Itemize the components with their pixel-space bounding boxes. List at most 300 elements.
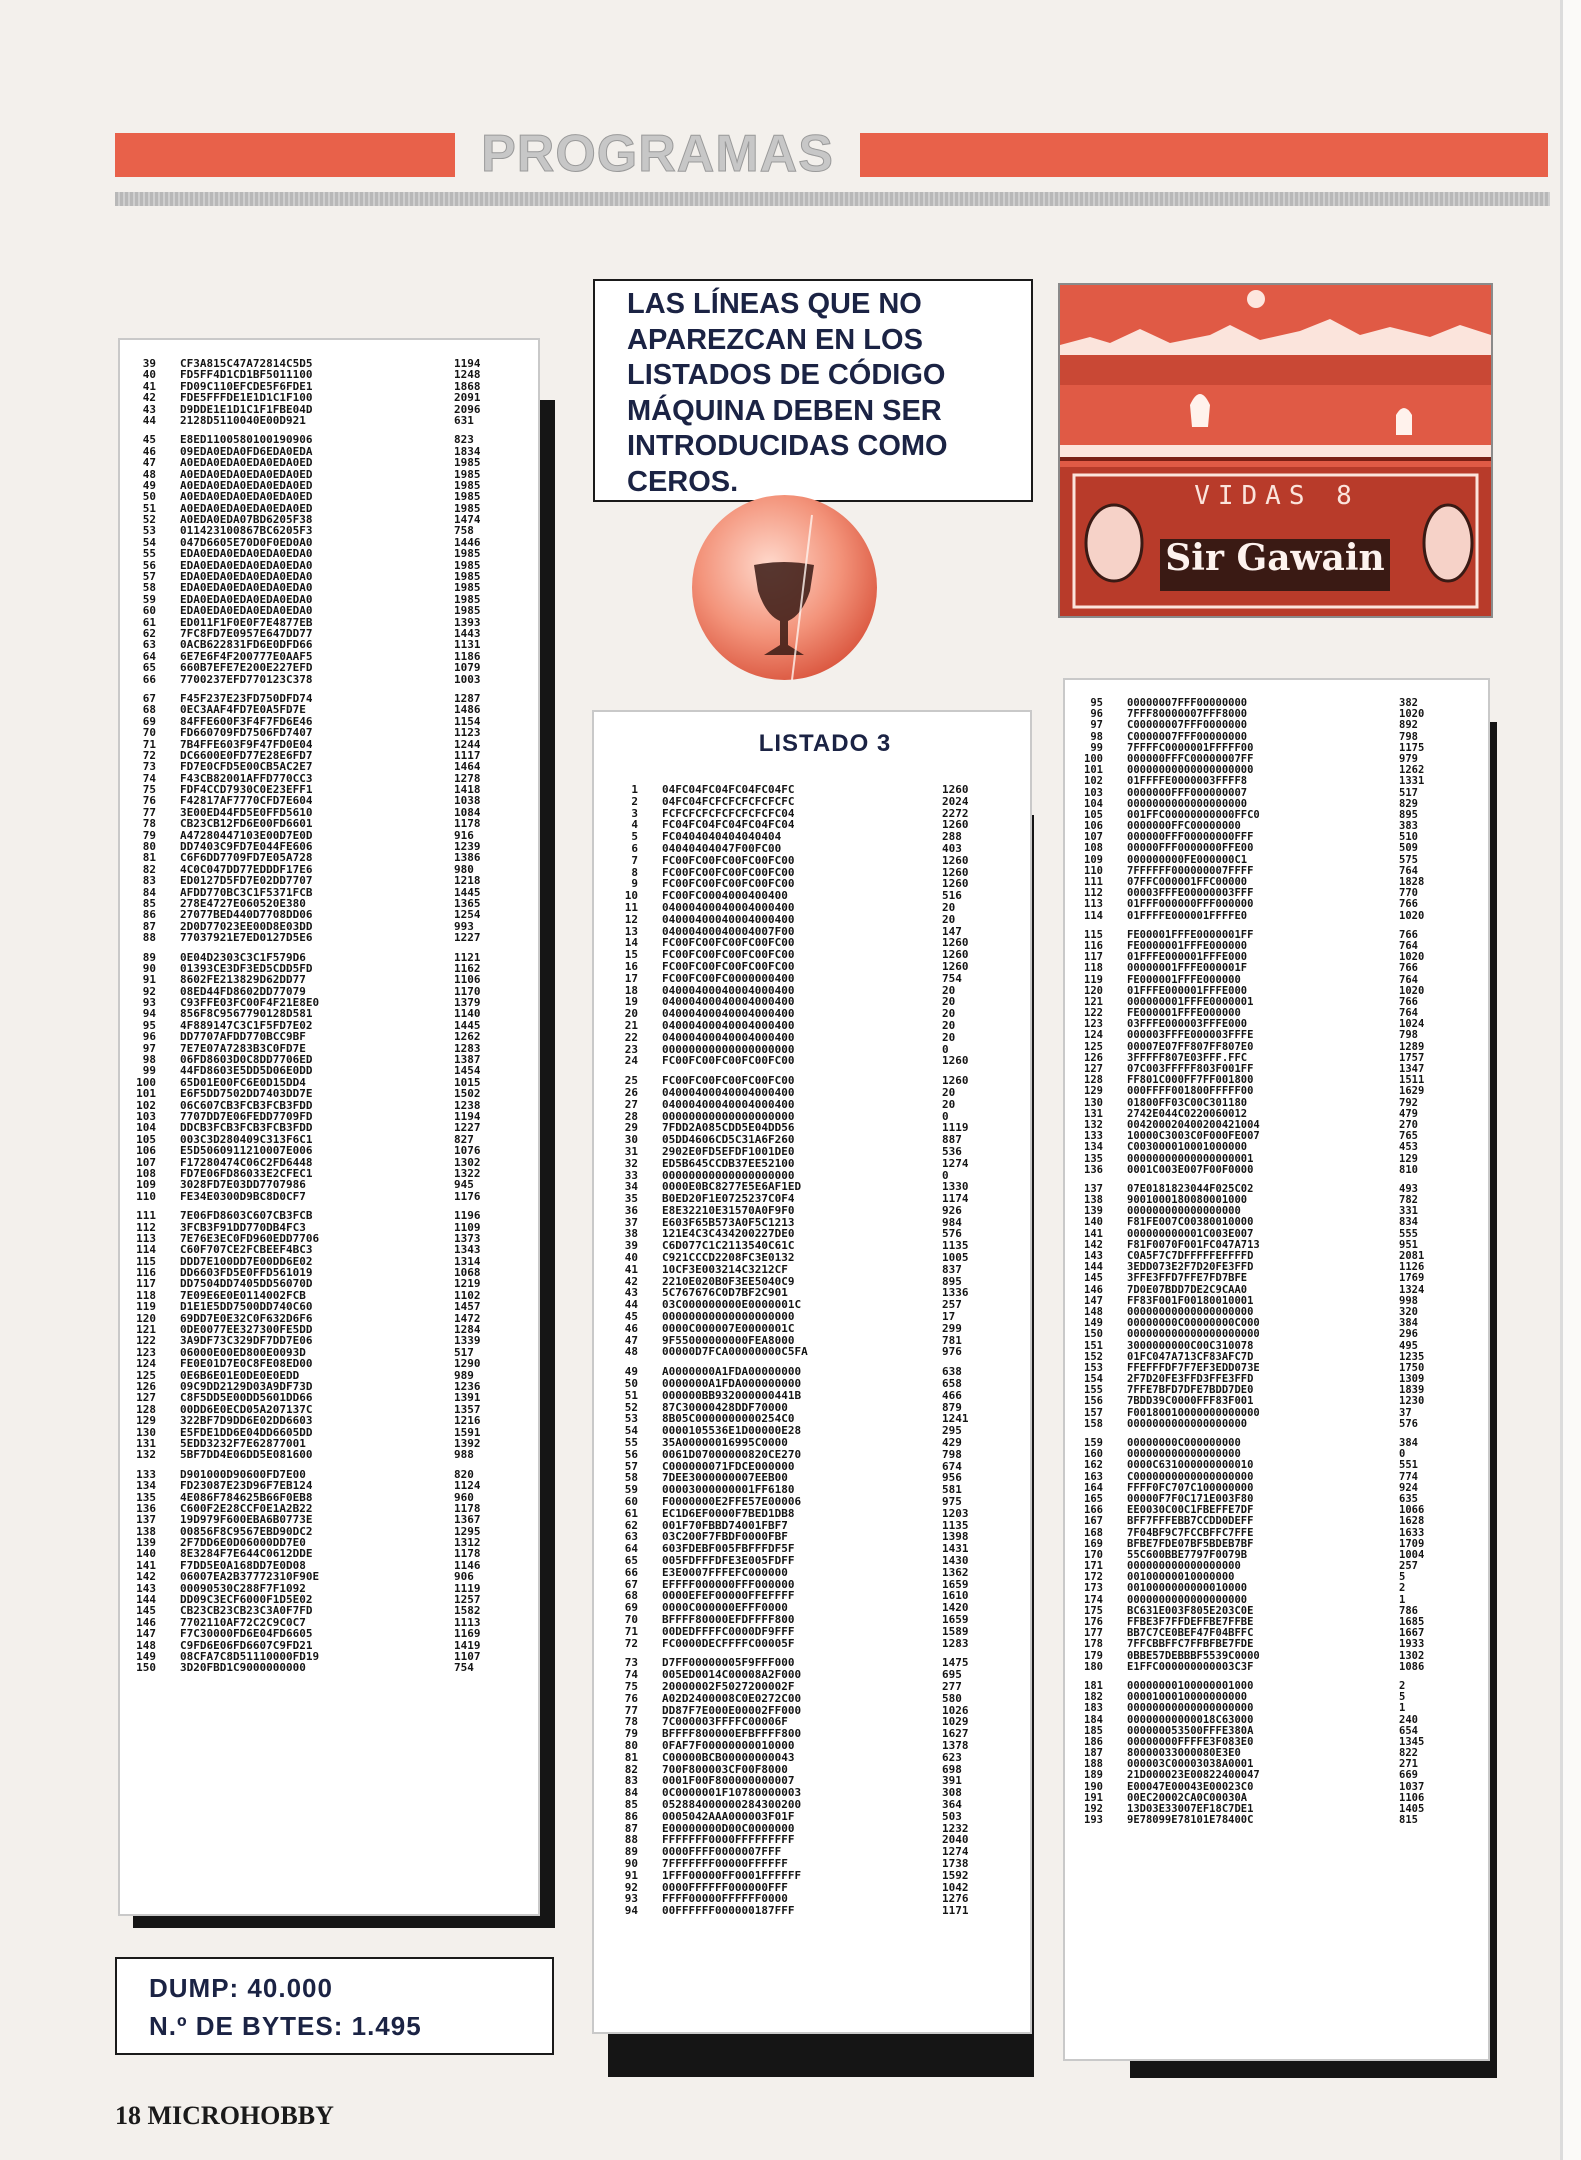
notice-box <box>593 279 1033 502</box>
checksum: 989 <box>454 1369 474 1381</box>
line-number: 147 <box>136 1628 156 1640</box>
hex-data: DD7504DD7405DD56070D <box>180 1278 313 1290</box>
listing-row <box>120 1008 538 1019</box>
checksum: 1020 <box>1399 709 1425 721</box>
listing-row <box>120 1301 538 1312</box>
hex-data: 9001000180080001000 <box>1127 1195 1248 1207</box>
line-number: 87 <box>142 920 156 933</box>
line-number: 110 <box>1084 865 1103 877</box>
line-number: 49 <box>142 479 156 492</box>
listing-row <box>594 1669 1030 1681</box>
listing-row <box>120 1134 538 1145</box>
line-number: 107 <box>136 1156 156 1168</box>
hex-data: 0EC3AAF4FD7E0A5FD7E <box>180 704 306 716</box>
hex-data: 10CF3E003214C3212CF <box>662 1263 788 1276</box>
hex-data: 0010000000000010000 <box>1127 1583 1248 1595</box>
listing-row <box>594 1346 1030 1358</box>
listing-row <box>120 457 538 468</box>
line-number: 183 <box>1084 1703 1103 1715</box>
listing-row <box>120 739 538 750</box>
hex-data: 0FAF7F00000000010000 <box>662 1739 795 1752</box>
hex-data: 121E4C3C434200227DE0 <box>662 1228 795 1241</box>
listing-row <box>1065 866 1488 877</box>
line-number: 100 <box>136 1076 156 1089</box>
notice-line: APAREZCAN EN LOS <box>627 323 923 356</box>
hex-data: FF83F001F00180010001 <box>1127 1295 1254 1307</box>
line-number: 13 <box>624 925 638 938</box>
line-number: 67 <box>142 692 156 705</box>
line-number: 23 <box>624 1043 638 1056</box>
listing-row <box>1065 997 1488 1008</box>
hex-data: 0E04D2303C3C1F579D6 <box>180 951 306 963</box>
listing-row <box>594 1638 1030 1650</box>
line-number: 105 <box>136 1133 156 1146</box>
line-number: 129 <box>1084 1086 1103 1098</box>
hex-data: 000000053500FFFE380A <box>1127 1725 1254 1737</box>
listing-row <box>1065 1030 1488 1041</box>
hex-data: 0E6B6E01E0DE0E0EDD <box>180 1369 300 1381</box>
line-number: 54 <box>624 1425 638 1438</box>
block-gap <box>594 1649 1030 1657</box>
listing-row <box>1065 1793 1488 1804</box>
checksum: 1227 <box>454 1122 481 1134</box>
checksum: 1985 <box>454 582 481 594</box>
line-number: 55 <box>142 548 156 560</box>
checksum: 1474 <box>454 514 481 526</box>
hex-data: E603F65B573A0F5C1213 <box>662 1216 795 1229</box>
hex-data: C921CCCD2208FC3E0132 <box>662 1252 795 1264</box>
checksum: 129 <box>1399 1153 1418 1165</box>
hex-data: A02D2400008C0E0272C00 <box>662 1692 802 1705</box>
line-number: 135 <box>136 1491 156 1503</box>
line-number: 39 <box>142 358 156 370</box>
listing-row <box>594 1752 1030 1764</box>
line-number: 93 <box>624 1893 638 1906</box>
hex-data: 19D979F600EBA6B0773E <box>180 1514 313 1526</box>
block-gap <box>594 1358 1030 1366</box>
checksum: 555 <box>1399 1228 1418 1240</box>
line-number: 68 <box>142 704 156 716</box>
hex-data: 77037921E7ED0127D5E6 <box>180 932 313 944</box>
hex-data: 0000FFFFFF000000FFF <box>662 1881 788 1894</box>
listing-row <box>120 358 538 369</box>
line-number: 78 <box>142 818 156 830</box>
line-number: 65 <box>142 662 156 674</box>
game-title: Sir Gawain <box>1165 537 1385 579</box>
listing-panel-3 <box>1063 678 1490 2061</box>
listing-row <box>1065 810 1488 821</box>
listing-row <box>594 1716 1030 1728</box>
hex-data: 000000000FE000000C1 <box>1127 854 1248 866</box>
line-number: 134 <box>136 1480 156 1492</box>
hex-data: EDA0EDA0EDA0EDA0EDA0 <box>180 605 313 617</box>
line-number: 45 <box>624 1311 638 1323</box>
hex-data: 01FFFE000001FFFE000 <box>1127 952 1248 964</box>
listing-rows <box>594 784 1030 1917</box>
line-number: 92 <box>624 1881 638 1894</box>
hex-data: 04000400040004007F00 <box>662 925 795 938</box>
listing-row <box>1065 1815 1488 1826</box>
hex-data: 3E00ED44FD5E0FFD5610 <box>180 806 313 819</box>
checksum: 1276 <box>942 1893 969 1906</box>
line-number: 69 <box>142 715 156 728</box>
hex-data: E8E32210E31570A0F9F0 <box>662 1204 795 1217</box>
checksum: 892 <box>1399 720 1418 732</box>
line-number: 122 <box>1084 1008 1103 1020</box>
hex-data: A0EDA0EDA0EDA0EDA0ED <box>180 491 313 503</box>
line-number: 152 <box>1084 1351 1103 1363</box>
checksum: 879 <box>942 1401 962 1414</box>
line-number: 39 <box>624 1240 638 1253</box>
checksum: 976 <box>942 1346 962 1359</box>
line-number: 132 <box>136 1449 156 1461</box>
line-number: 110 <box>136 1190 156 1203</box>
listing-row <box>1065 1086 1488 1097</box>
checksum: 240 <box>1399 1714 1418 1726</box>
listing-row <box>594 1055 1030 1067</box>
block-gap <box>1065 1176 1488 1184</box>
listing-row <box>120 434 538 445</box>
hex-data: C00000BCB00000000043 <box>662 1751 795 1764</box>
checksum: 1330 <box>942 1181 969 1194</box>
hex-data: 2128D5110040E00D921 <box>180 414 306 427</box>
hex-data: 00000F7F0C171E003F80 <box>1127 1493 1254 1505</box>
listing-row <box>120 381 538 392</box>
hex-data: 0005042AAA000003F01F <box>662 1810 795 1823</box>
line-number: 120 <box>136 1312 156 1325</box>
checksum: 1324 <box>1399 1284 1425 1296</box>
checksum: 1216 <box>454 1415 481 1427</box>
line-number: 101 <box>136 1088 156 1100</box>
hex-data: F7DD5E0A168DD7E0D08 <box>180 1559 306 1572</box>
hex-data: 27077BED440D7708DD06 <box>180 909 313 921</box>
line-number: 126 <box>1084 1052 1103 1064</box>
notice-text <box>627 287 1031 500</box>
listing-row <box>120 1560 538 1571</box>
checksum: 1464 <box>454 761 481 773</box>
line-number: 126 <box>136 1380 156 1393</box>
line-number: 150 <box>136 1662 156 1674</box>
checksum: 509 <box>1399 843 1418 855</box>
checksum: 551 <box>1399 1460 1418 1472</box>
line-number: 58 <box>624 1472 638 1485</box>
checksum: 1314 <box>454 1255 481 1268</box>
checksum: 1146 <box>454 1559 481 1572</box>
checksum: 2096 <box>454 403 481 415</box>
checksum: 2040 <box>942 1834 969 1847</box>
line-number: 36 <box>624 1204 638 1217</box>
hex-data: 04000400040004000400 <box>662 901 795 914</box>
listing-row <box>1065 799 1488 810</box>
checksum: 1239 <box>454 841 481 853</box>
line-number: 157 <box>1084 1407 1103 1419</box>
listing-row <box>120 1168 538 1179</box>
line-number: 103 <box>136 1111 156 1123</box>
line-number: 52 <box>624 1401 638 1414</box>
checksum: 493 <box>1399 1183 1418 1195</box>
checksum: 1171 <box>942 1905 969 1917</box>
checksum: 384 <box>1399 1438 1418 1449</box>
block-gap <box>120 685 538 693</box>
checksum: 20 <box>942 996 956 1009</box>
listing-row <box>594 1032 1030 1044</box>
checksum: 758 <box>454 525 474 537</box>
listing-row <box>120 1335 538 1346</box>
page-edge <box>1560 0 1581 2160</box>
checksum: 1290 <box>454 1358 481 1370</box>
listing-row <box>594 1276 1030 1288</box>
line-number: 176 <box>1084 1617 1103 1628</box>
checksum: 1126 <box>1399 1262 1425 1274</box>
hex-data: AFDD770BC3C1F5371FCB <box>180 886 313 898</box>
listing-row <box>1065 709 1488 720</box>
line-number: 189 <box>1084 1770 1103 1782</box>
line-number: 117 <box>136 1278 156 1290</box>
line-number: 137 <box>1084 1183 1103 1195</box>
checksum: 754 <box>454 1662 474 1674</box>
checksum: 798 <box>1399 1030 1418 1042</box>
line-number: 117 <box>1084 952 1103 964</box>
hex-data: D7FF00000005F9FFF000 <box>662 1657 795 1670</box>
line-number: 1 <box>631 784 638 796</box>
checksum: 2272 <box>942 807 969 820</box>
hex-data: D901000D90600FD7E00 <box>180 1468 306 1481</box>
line-number: 26 <box>624 1086 638 1099</box>
checksum: 1113 <box>454 1616 481 1629</box>
listing-row <box>594 1122 1030 1134</box>
checksum: 1582 <box>454 1605 481 1617</box>
hex-data: FC00FC00FC00FC00FC00 <box>662 949 795 961</box>
checksum: 1511 <box>1399 1075 1425 1087</box>
listing-row <box>120 1526 538 1537</box>
listing-row <box>594 1496 1030 1508</box>
listing-row <box>1065 1703 1488 1714</box>
listing-row <box>1065 1329 1488 1340</box>
hex-data: FFFF0FC707C100000000 <box>1127 1482 1254 1494</box>
hex-data: 01FFFE000001FFFE000 <box>1127 985 1248 997</box>
hex-data: DD87F7E000E00002FF000 <box>662 1704 802 1717</box>
hex-data: 000003FFFE000003FFFE <box>1127 1030 1254 1042</box>
listing-row <box>1065 1583 1488 1594</box>
checksum: 1244 <box>454 738 481 750</box>
line-number: 123 <box>1084 1019 1103 1031</box>
checksum: 1079 <box>454 662 481 674</box>
checksum: 1020 <box>1399 985 1425 997</box>
hex-data: A47280447103E00D7E0D <box>180 829 313 842</box>
hex-data: 06C607CB3FCB3FCB3FDD <box>180 1099 313 1111</box>
line-number: 181 <box>1084 1680 1103 1692</box>
line-number: 107 <box>1084 832 1103 844</box>
hex-data: FC00FC00FC0000000400 <box>662 972 795 985</box>
hex-data: DD09C3ECF6000F1D5E02 <box>180 1594 313 1606</box>
listing-row <box>120 841 538 852</box>
hex-data: 700F800003CF00F8000 <box>662 1763 788 1776</box>
hex-data: 052884000000284300200 <box>662 1798 802 1811</box>
hex-data: 000000000001C003E007 <box>1127 1228 1254 1240</box>
checksum: 895 <box>942 1275 962 1288</box>
listing-row <box>1065 698 1488 709</box>
hex-data: 00DD6E0ECD05A207137C <box>180 1403 313 1416</box>
listing-row <box>120 986 538 997</box>
line-number: 193 <box>1084 1815 1103 1827</box>
listing-row <box>594 1590 1030 1602</box>
checksum: 1738 <box>942 1857 969 1870</box>
listing-row <box>120 1233 538 1244</box>
hex-data: FCFCFCFCFCFCFCFCFC04 <box>662 807 795 820</box>
hex-data: 0000C631000000000010 <box>1127 1460 1254 1472</box>
checksum: 638 <box>942 1366 962 1379</box>
checksum: 1203 <box>942 1507 969 1520</box>
checksum: 1284 <box>454 1324 481 1336</box>
section-title: PROGRAMAS <box>481 125 834 183</box>
hex-data: ED0127D5FD7E02DD7707 <box>180 875 313 887</box>
line-number: 25 <box>624 1075 638 1087</box>
listing-row <box>594 1461 1030 1473</box>
line-number: 84 <box>142 886 156 898</box>
hex-data: FC00FC00FC00FC00FC00 <box>662 878 795 891</box>
hex-data: 011423100867BC6205F3 <box>180 525 313 537</box>
hex-data: 278E4727E060520E380 <box>180 897 306 910</box>
line-number: 145 <box>136 1605 156 1617</box>
checksum: 698 <box>942 1763 962 1776</box>
listing-row <box>120 852 538 863</box>
checksum: 1633 <box>1399 1527 1425 1539</box>
hex-data: 0000000FFF000000007 <box>1127 787 1248 799</box>
listing-row <box>1065 776 1488 787</box>
hex-data: 06000E00ED800E0093D <box>180 1346 306 1359</box>
checksum: 1260 <box>942 1075 969 1087</box>
hex-data: 0000000FFC00000000 <box>1127 821 1241 833</box>
line-number: 42 <box>142 392 156 404</box>
listing-row <box>1065 1217 1488 1228</box>
hex-data: 0000FFFF0000007FFF <box>662 1846 782 1858</box>
listing-row <box>120 1662 538 1673</box>
checksum: 1289 <box>1399 1041 1425 1053</box>
checksum: 782 <box>1399 1195 1418 1207</box>
line-number: 108 <box>136 1167 156 1180</box>
hex-data: 7F04BF9C7FCCBFFC7FFE <box>1127 1527 1254 1539</box>
line-number: 16 <box>624 960 638 973</box>
hex-data: FD660709FD7506FD7407 <box>180 727 313 739</box>
checksum: 781 <box>942 1334 962 1347</box>
checksum: 1393 <box>454 616 481 628</box>
checksum: 1834 <box>454 445 481 458</box>
listing-row <box>594 1323 1030 1335</box>
checksum: 916 <box>454 829 474 842</box>
listing-row <box>120 674 538 685</box>
hex-data: 0000100010000000000 <box>1127 1692 1248 1704</box>
hex-data: 7DEE3000000007EEB00 <box>662 1472 788 1485</box>
checksum: 308 <box>942 1787 962 1799</box>
line-number: 80 <box>142 841 156 853</box>
checksum: 1419 <box>454 1639 481 1651</box>
checksum: 1194 <box>454 1111 481 1123</box>
listing-row <box>1065 1262 1488 1273</box>
listing-row <box>1065 1561 1488 1572</box>
hex-data: 5BF7DD4E06DD5E081600 <box>180 1449 313 1461</box>
line-number: 99 <box>142 1065 156 1077</box>
hex-data: 7FFF80000007FFF8000 <box>1127 709 1248 721</box>
hex-data: 0000000000000000000 <box>1127 1418 1248 1430</box>
line-number: 40 <box>624 1252 638 1264</box>
listing-row <box>1065 986 1488 997</box>
listing-row <box>120 1267 538 1278</box>
hex-data: C93FFE03FC00F4F21E8E0 <box>180 997 320 1009</box>
hex-data: FC00FC00FC00FC00FC00 <box>662 1055 795 1068</box>
hex-data: C6D077C1C2113540C61C <box>662 1240 795 1253</box>
line-number: 101 <box>1084 765 1103 777</box>
listing-row <box>1065 1307 1488 1318</box>
line-number: 8 <box>631 866 638 879</box>
listing-row <box>594 1087 1030 1099</box>
hex-data: C6F6DD7709FD7E05A728 <box>180 852 313 864</box>
line-number: 81 <box>624 1751 638 1764</box>
hex-data: 00000000000000000000 <box>662 1311 795 1323</box>
listing-row <box>1065 930 1488 941</box>
listing-row <box>1065 1494 1488 1505</box>
line-number: 64 <box>624 1543 638 1555</box>
checksum: 1331 <box>1399 776 1425 788</box>
line-number: 17 <box>624 972 638 985</box>
checksum: 271 <box>1399 1759 1418 1771</box>
line-number: 104 <box>1084 798 1103 810</box>
line-number: 179 <box>1084 1650 1103 1662</box>
hex-data: 003C3D280409C313F6C1 <box>180 1133 313 1146</box>
line-number: 18 <box>624 984 638 997</box>
listing-row <box>1065 1165 1488 1176</box>
hex-data: 00000000000000000000 <box>1127 1306 1254 1318</box>
dump-value: DUMP: 40.000 <box>149 1973 333 2003</box>
hex-data: 00100000010000000 <box>1127 1572 1235 1584</box>
line-number: 2 <box>631 795 638 808</box>
listing-row <box>1065 1064 1488 1075</box>
line-number: 66 <box>624 1566 638 1579</box>
listing-row <box>1065 1374 1488 1385</box>
checksum: 1667 <box>1399 1628 1425 1640</box>
checksum: 988 <box>454 1449 474 1461</box>
hex-data: 10000C3003C0F000FE007 <box>1127 1131 1260 1143</box>
listing-row <box>120 503 538 514</box>
hex-data: 80000033000080E3E0 <box>1127 1748 1241 1760</box>
hex-data: 00000000000000000000 <box>662 1043 795 1056</box>
listing-row <box>1065 1539 1488 1550</box>
checksum: 1985 <box>454 502 481 515</box>
line-number: 21 <box>624 1019 638 1032</box>
checksum: 1004 <box>1399 1549 1425 1561</box>
listing-row <box>594 1705 1030 1717</box>
line-number: 119 <box>136 1301 156 1313</box>
checksum: 1219 <box>454 1278 481 1290</box>
line-number: 91 <box>142 974 156 986</box>
listing-row <box>594 1099 1030 1111</box>
checksum: 1169 <box>454 1628 481 1640</box>
checksum: 1236 <box>454 1380 481 1393</box>
checksum: 2 <box>1399 1680 1406 1692</box>
checksum: 1398 <box>942 1531 969 1544</box>
checksum: 1154 <box>454 715 481 728</box>
line-number: 10 <box>624 890 638 902</box>
hex-data: 0000E0BC8277E5E6AF1ED <box>662 1181 802 1194</box>
checksum: 581 <box>942 1484 962 1497</box>
line-number: 47 <box>142 457 156 469</box>
listing-row <box>1065 832 1488 843</box>
checksum: 1260 <box>942 949 969 961</box>
block-gap <box>120 1202 538 1210</box>
line-number: 116 <box>1084 940 1103 952</box>
checksum: 1627 <box>942 1728 969 1740</box>
line-number: 119 <box>1084 974 1103 986</box>
line-number: 11 <box>624 901 638 914</box>
